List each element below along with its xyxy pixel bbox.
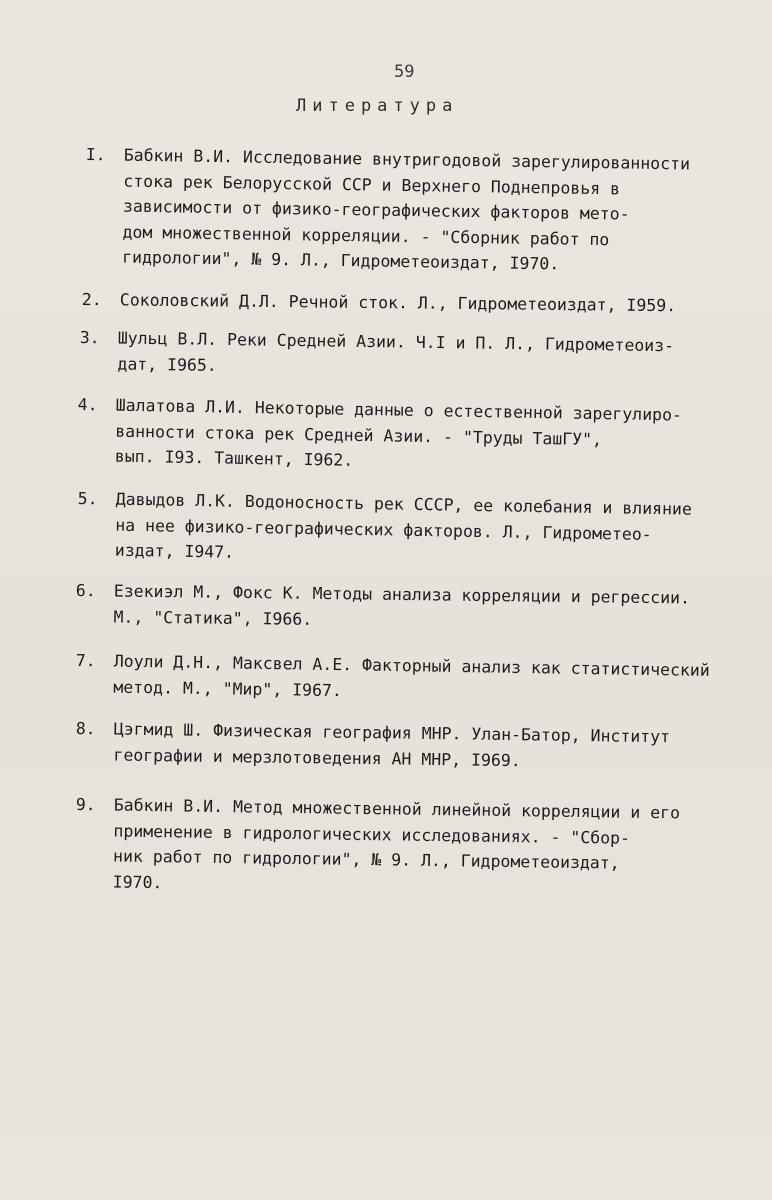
reference-number: 6. (75, 580, 96, 601)
reference-number: 8. (75, 718, 96, 739)
reference-number: 3. (79, 327, 100, 348)
reference-number: 9. (75, 794, 96, 815)
reference-number: 4. (77, 394, 98, 415)
reference-number: 2. (81, 289, 102, 310)
reference-text: Лоули Д.Н., Максвел А.Е. Факторный анализ как статистический метод. М., "Мир", I967. (113, 651, 710, 700)
reference-number: 7. (75, 650, 96, 671)
reference-item (75, 792, 726, 903)
reference-item (79, 325, 730, 385)
reference-number: I. (85, 144, 106, 165)
reference-text: Бабкин В.И. Исследование внутригодовой зарегулированности стока рек Белорусской ССР и Верхнего Поднепровья в зависимости от физико-географических факторов мето- дом множественной корреляции. - "Сборник работ по гидрологии", № 9. Л., Гидрометеоиздат, I970. (122, 145, 691, 274)
reference-item (75, 578, 726, 637)
reference-text: Бабкин В.И. Метод множественной линейной корреляции и его применение в гидрологических исследованиях. - "Сбор- ник работ по гидрологии", № 9. Л., Гидрометеоиздат, I970. (112, 795, 681, 892)
reference-item (77, 392, 728, 480)
reference-text: Цэгмид Ш. Физическая география МНР. Улан-Батор, Институт географии и мерзлотоведения АН МНР, I969. (113, 719, 671, 770)
reference-item (75, 648, 726, 709)
reference-text: Шульц В.Л. Реки Средней Азии. Ч.I и П. Л., Гидрометеоиз- дат, I965. (117, 328, 675, 375)
reference-text: Езекиэл М., Фокс К. Методы анализа корреляции и регрессии. М., "Статика", I966. (113, 581, 691, 629)
reference-item (77, 486, 728, 574)
reference-number: 5. (77, 488, 98, 509)
reference-item (84, 142, 736, 280)
reference-item (82, 287, 732, 319)
reference-item (75, 716, 726, 776)
reference-text: Шалатова Л.И. Некоторые данные о естественной зарегулиро- ванности стока рек Средней Азии. - "Труды ТашГУ", вып. I93. Ташкент, I962. (114, 395, 683, 470)
page-title: Литература (296, 96, 459, 116)
page-number: 59 (394, 62, 415, 82)
reference-text: Давыдов Л.К. Водоносность рек СССР, ее колебания и влияние на нее физико-географических факторов. Л., Гидрометео- издат, I947. (114, 489, 693, 562)
reference-text: Соколовский Д.Л. Речной сток. Л., Гидрометеоиздат, I959. (119, 290, 677, 316)
